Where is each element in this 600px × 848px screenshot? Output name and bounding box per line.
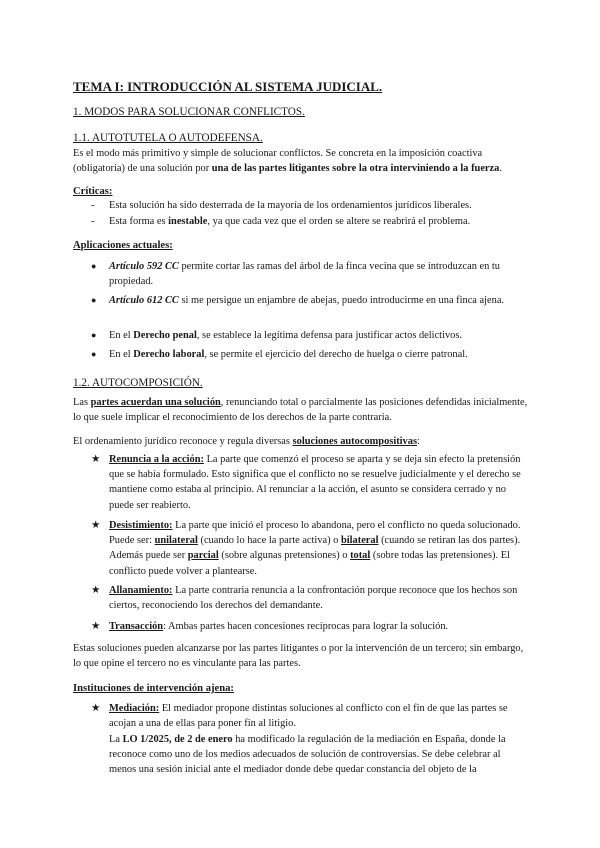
text-bold: Desistimiento: [109,520,173,531]
text: (sobre algunas pretensiones) o [218,550,351,562]
text: . [499,163,502,175]
text: permite cortar las ramas del árbol de la finca vecina que se introduzcan en tu propiedad. [109,261,500,288]
text-bold: partes acuerdan una solución [90,397,221,408]
section-heading-1-1: 1.1. AUTOTUTELA O AUTODEFENSA. [73,132,263,144]
text: ha modificado la regulación de la mediación en España, donde la reconoce como uno de los medios adecuados de solución de controversias. Se debe celebrar al menos una sesión inicial ante el mediador donde debe quedar constancia del objeto de la [109,734,506,776]
text: (cuando lo hace la parte activa) o [197,535,341,547]
text: , se permite el ejercicio del derecho de huelga o cierre patronal. [204,349,468,360]
bullet-icon: ● [91,330,97,340]
section-heading-1: 1. MODOS PARA SOLUCIONAR CONFLICTOS. [73,106,305,118]
list-item [109,583,529,613]
paragraph-autotutela [73,146,528,176]
text: Esta forma es [109,216,169,227]
text-bold: una de las partes litigantes sobre la otra interviniendo a la fuerza [211,163,500,175]
page-title: TEMA I: INTRODUCCIÓN AL SISTEMA JUDICIAL. [73,79,383,94]
paragraph-mediacion [109,732,529,778]
text-bold: Mediación: [109,703,160,714]
section-heading-1-2: 1.2. AUTOCOMPOSICIÓN. [73,377,203,389]
text-bold: Transacción [109,621,164,632]
text: El mediador propone distintas soluciones al conflicto con el fin de que las partes se acojan a una de ellas para poner fin al litigio. [109,703,508,730]
text-bold: bilateral [340,535,379,547]
text: , renunciando total o parcialmente las posiciones defendidas inicialmente, lo que suele implicar el reconocimiento de los derechos de la parte contraria. [73,397,528,424]
list-item [109,328,529,343]
list-item [109,619,529,634]
text-bold: parcial [187,550,219,562]
text: Las [73,397,91,408]
text: La parte que comenzó el proceso se aparta y se deja sin efecto la pretensión que se había formulado. Esto significa que el conflicto no se resuelve judicialmente y el derecho se mantiene como estaba al principio. Al renunciar a la acción, el asunto se considera cerrado y no puede ser reabierto. [109,454,521,511]
text: : Ambas partes hacen concesiones recíprocas para lograr la solución. [163,621,449,632]
text: El ordenamiento jurídico reconoce y regula diversas [73,436,293,447]
text-bold: Derecho laboral [133,349,205,360]
list-item: Esta solución ha sido desterrada de la mayoría de los ordenamientos jurídicos liberales. [109,200,472,211]
list-item [109,293,529,308]
text: La parte que inició el proceso lo abandona, pero el conflicto no queda solucionado. Puede ser: [109,520,521,547]
bullet-icon: ● [91,261,97,271]
text: (sobre todas las pretensiones). El conflicto puede volver a plantearse. [109,550,510,577]
star-icon: ★ [91,454,101,465]
text: (cuando se retiran las dos partes). Además puede ser [109,535,521,562]
text-bold: Artículo 612 CC [109,295,179,306]
list-item [109,452,529,513]
list-item [109,347,529,362]
text-bold: LO 1/2025, de 2 de enero [122,734,233,745]
paragraph-soluciones [73,434,528,449]
text-bold: Derecho penal [133,330,197,341]
criticas-heading: Críticas: [73,186,113,197]
text: La [109,734,123,745]
list-item [109,518,529,579]
star-icon: ★ [91,520,101,531]
text-bold: Allanamiento: [109,585,173,596]
text: La parte contraria renuncia a la confrontación porque reconoce que los hechos son ciertos, reconociendo los derechos del demandante. [109,585,518,612]
text-bold: Renuncia a la acción: [109,454,204,465]
text: En el [109,349,134,360]
list-item [109,214,529,229]
bullet-icon: ● [91,295,97,305]
list-item [109,701,529,731]
dash-marker: - [91,216,95,227]
text-bold: inestable [168,216,208,227]
text-bold: total [350,550,371,562]
text-bold: Artículo 592 CC [109,261,179,272]
text-bold: soluciones autocompositivas [292,436,417,447]
star-icon: ★ [91,585,101,596]
text: : [417,436,420,447]
instituciones-heading: Instituciones de intervención ajena: [73,683,234,694]
text: , se establece la legítima defensa para justificar actos delictivos. [196,330,462,341]
bullet-icon: ● [91,349,97,359]
text: , ya que cada vez que el orden se altere se reabrirá el problema. [207,216,471,227]
star-icon: ★ [91,621,101,632]
paragraph-autocomposicion [73,395,528,425]
text: En el [109,330,134,341]
text-bold: unilateral [154,535,198,547]
aplicaciones-heading: Aplicaciones actuales: [73,240,173,251]
list-item [109,259,529,289]
dash-marker: - [91,200,95,211]
text: Es el modo más primitivo y simple de solucionar conflictos. Se concreta en la imposición coactiva (obligatoria) de una solución por [73,148,483,175]
text: si me persigue un enjambre de abejas, puedo introducirme en una finca ajena. [178,295,505,306]
paragraph-terceros: Estas soluciones pueden alcanzarse por las partes litigantes o por la intervención de un tercero; sin embargo, lo que opine el tercero no es vinculante para las partes. [73,643,524,670]
star-icon: ★ [91,703,101,714]
